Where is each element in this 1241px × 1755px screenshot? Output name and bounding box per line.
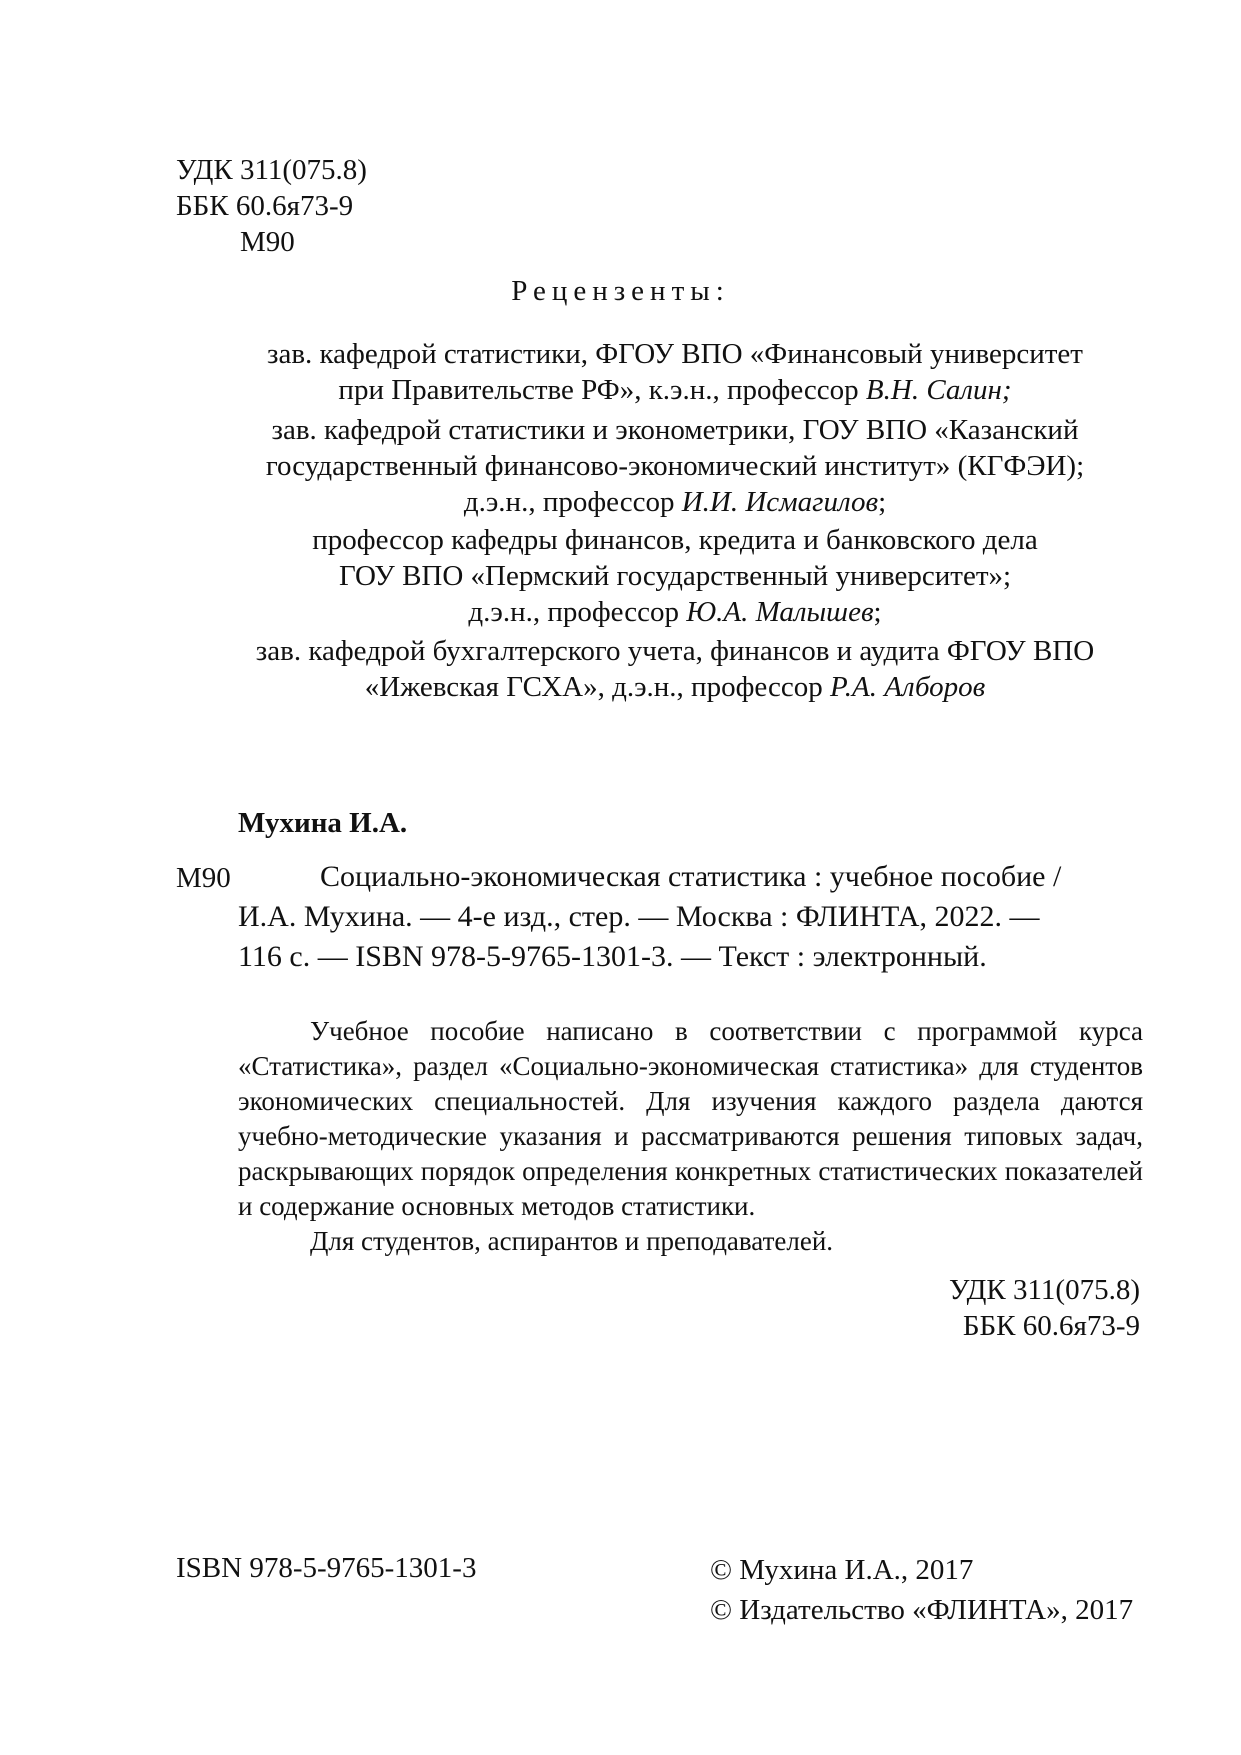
reviewer-entry: [0, 412, 1241, 520]
reviewer-line: [0, 484, 1241, 520]
author-heading: Мухина И.А.: [238, 807, 408, 839]
copyright-author: © Мухина И.А., 2017: [710, 1554, 974, 1586]
udk-code: УДК 311(075.8): [949, 1274, 1140, 1306]
classification-codes-bottom: [900, 1272, 1140, 1344]
reviewers-heading: Рецензенты:: [511, 275, 730, 307]
isbn: ISBN 978-5-9765-1301-3: [176, 1552, 477, 1584]
reviewer-degree: д.э.н., профессор: [463, 486, 682, 518]
bbk-code: ББК 60.6я73-9: [962, 1310, 1140, 1342]
bibliographic-description: [238, 857, 1158, 977]
bibliographic-code: М90: [176, 862, 231, 894]
reviewer-name: Р.А. Алборов: [829, 671, 986, 703]
classification-codes-top: [176, 152, 367, 260]
reviewer-line: зав. кафедрой статистики и эконометрики, ГОУ ВПО «Казанский: [271, 414, 1079, 446]
bibliographic-line: Социально-экономическая статистика : учебное пособие /: [320, 860, 1062, 893]
reviewer-affiliation: при Правительстве РФ», к.э.н., профессор: [338, 374, 866, 406]
reviewer-name: Ю.А. Малышев: [686, 596, 874, 628]
udk-code: УДК 311(075.8): [176, 154, 367, 186]
reviewer-entry: [0, 522, 1241, 630]
reviewer-line: зав. кафедрой бухгалтерского учета, финансов и аудита ФГОУ ВПО: [255, 635, 1095, 667]
reviewer-line: государственный финансово-экономический институт» (КГФЭИ);: [265, 450, 1085, 482]
bbk-code: ББК 60.6я73-9: [176, 190, 354, 222]
reviewer-entry: [0, 633, 1241, 705]
reviewer-tail: ;: [873, 596, 882, 628]
bibliographic-line: 116 с. — ISBN 978-5-9765-1301-3. — Текст : электронный.: [238, 940, 987, 973]
reviewer-name: В.Н. Салин;: [865, 374, 1012, 406]
reviewer-line: зав. кафедрой статистики, ФГОУ ВПО «Финансовый университет: [267, 338, 1083, 370]
annotation-audience: Для студентов, аспирантов и преподавателей.: [310, 1226, 834, 1256]
annotation: [238, 1014, 1143, 1259]
reviewer-line: [0, 669, 1241, 705]
reviewer-line: профессор кафедры финансов, кредита и банковского дела: [312, 524, 1038, 556]
copyright-publisher: © Издательство «ФЛИНТА», 2017: [710, 1594, 1134, 1626]
reviewer-affiliation: «Ижевская ГСХА», д.э.н., профессор: [364, 671, 830, 703]
reviewer-name: И.И. Исмагилов: [681, 486, 879, 518]
bibliographic-line: И.А. Мухина. — 4-е изд., стер. — Москва : ФЛИНТА, 2022. —: [238, 900, 1040, 933]
reviewer-tail: ;: [878, 486, 887, 518]
annotation-paragraph: Учебное пособие написано в соответствии с программой курса «Статистика», раздел «Социально-экономическая статистика» для студентов экономических специальностей. Для изучения каждого раздела даются учебно-методические указания и рассматриваются решения типовых задач, раскрывающих порядок определения конкретных статистических показателей и содержание основных методов статистики.: [238, 1016, 1143, 1221]
reviewer-entry: [0, 336, 1241, 408]
reviewer-line: ГОУ ВПО «Пермский государственный университет»;: [338, 560, 1012, 592]
copyright-block: [710, 1550, 1133, 1630]
author-sign: М90: [240, 226, 295, 258]
reviewer-degree: д.э.н., профессор: [468, 596, 687, 628]
reviewer-line: [0, 372, 1241, 408]
reviewer-line: [0, 594, 1241, 630]
